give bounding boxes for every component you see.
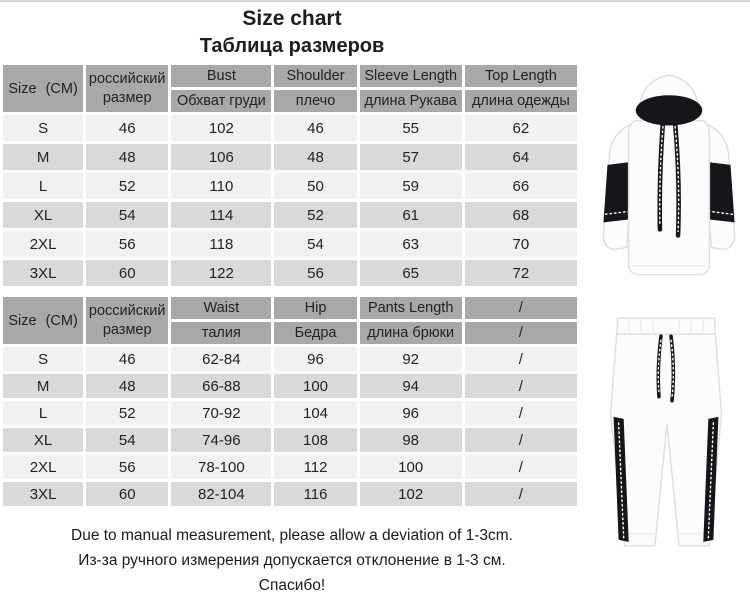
sleeve-stripe-left [603,162,631,223]
hood-lining [636,95,703,125]
bottom-header-slash-en: / [465,297,577,319]
table-cell: 122 [171,260,271,286]
table-row [3,347,577,371]
top-size-table [0,62,580,289]
table-row [3,428,577,452]
table-cell: 46 [86,115,168,141]
table-cell: 54 [86,428,168,452]
table-cell: XL [3,428,83,452]
table-cell: / [465,428,577,452]
table-cell: 72 [465,260,577,286]
table-cell: 2XL [3,455,83,479]
table-cell: 57 [360,144,462,170]
top-header-sleeve-length-en: Sleeve Length [360,65,462,87]
top-table-header [3,65,577,112]
footer-note-ru: Из-за ручного измерения допускается отклонение в 1-3 см. [78,552,506,569]
table-cell: M [3,144,83,170]
table-row [3,482,577,506]
table-row [3,260,577,286]
bottom-table-header [3,297,577,344]
table-cell: / [465,374,577,398]
table-row [3,144,577,170]
top-header-shoulder-en: Shoulder [274,65,356,87]
table-cell: S [3,115,83,141]
table-cell: 104 [274,401,356,425]
bottom-header-waist-en: Waist [171,297,271,319]
hoodie-body [629,120,710,274]
table-cell: 3XL [3,260,83,286]
bottom-header-ru-size: российский размер [86,297,168,344]
table-cell: 70 [465,231,577,257]
top-header-bust-en: Bust [171,65,271,87]
top-header-sleeve-length-ru: длина Рукава [360,90,462,112]
table-cell: 50 [274,173,356,199]
bottom-size-table [0,294,580,509]
sleeve-stripe-right [706,162,734,223]
table-cell: 56 [86,455,168,479]
table-cell: 46 [274,115,356,141]
top-header-bust-ru: Обхват груди [171,90,271,112]
bottom-header-hip-en: Hip [274,297,356,319]
top-header-size-cm: Size (CM) [3,65,83,112]
table-cell: 55 [360,115,462,141]
hoodie-image [588,66,750,300]
table-cell: 108 [274,428,356,452]
table-cell: / [465,482,577,506]
table-row [3,455,577,479]
bottom-table-body [3,347,577,506]
table-cell: 61 [360,202,462,228]
table-cell: 59 [360,173,462,199]
table-cell: 100 [274,374,356,398]
table-cell: 2XL [3,231,83,257]
table-row [3,231,577,257]
table-cell: 3XL [3,482,83,506]
bottom-header-hip-ru: Бедра [274,322,356,344]
table-cell: 48 [274,144,356,170]
footer-notes [0,523,584,598]
table-cell: 56 [86,231,168,257]
bottom-header-size-cm: Size (CM) [3,297,83,344]
table-cell: 60 [86,482,168,506]
table-cell: 52 [86,173,168,199]
top-border-strip [0,0,750,2]
table-row [3,202,577,228]
top-header-ru-size: российский размер [86,65,168,112]
table-cell: 60 [86,260,168,286]
table-row [3,374,577,398]
table-cell: 62 [465,115,577,141]
table-cell: 96 [274,347,356,371]
bottom-header-waist-ru: талия [171,322,271,344]
pants-illustration [600,308,732,560]
top-table-body [3,115,577,286]
page-subtitle: Таблица размеров [199,35,385,57]
table-cell: XL [3,202,83,228]
table-cell: 65 [360,260,462,286]
table-cell: / [465,347,577,371]
bottom-header-slash-ru: / [465,322,577,344]
table-cell: 54 [274,231,356,257]
table-row [3,115,577,141]
hoodie-illustration [588,66,750,300]
table-cell: L [3,401,83,425]
table-cell: 64 [465,144,577,170]
table-cell: 114 [171,202,271,228]
table-cell: 48 [86,144,168,170]
table-cell: S [3,347,83,371]
table-row [3,401,577,425]
table-cell: 52 [86,401,168,425]
table-cell: 70-92 [171,401,271,425]
table-cell: 94 [360,374,462,398]
top-header-top-length-en: Top Length [465,65,577,87]
table-cell: 56 [274,260,356,286]
table-cell: 100 [360,455,462,479]
footer-thanks: Спасибо! [258,577,326,594]
table-cell: / [465,401,577,425]
table-cell: 62-84 [171,347,271,371]
table-cell: 102 [171,115,271,141]
table-cell: 66 [465,173,577,199]
table-cell: 110 [171,173,271,199]
table-cell: / [465,455,577,479]
table-cell: 68 [465,202,577,228]
footer-note-en: Due to manual measurement, please allow a deviation of 1-3cm. [71,527,513,544]
table-cell: 106 [171,144,271,170]
top-header-top-length-ru: длина одежды [465,90,577,112]
table-cell: 48 [86,374,168,398]
pants-image [600,308,732,560]
table-cell: 112 [274,455,356,479]
table-cell: 63 [360,231,462,257]
table-cell: L [3,173,83,199]
table-cell: 116 [274,482,356,506]
bottom-header-pants-length-ru: длина брюки [360,322,462,344]
table-cell: 102 [360,482,462,506]
table-cell: 66-88 [171,374,271,398]
table-cell: 52 [274,202,356,228]
table-cell: 96 [360,401,462,425]
table-cell: 92 [360,347,462,371]
table-cell: 118 [171,231,271,257]
table-cell: 78-100 [171,455,271,479]
table-cell: 74-96 [171,428,271,452]
table-row [3,173,577,199]
table-cell: 98 [360,428,462,452]
bottom-header-pants-length-en: Pants Length [360,297,462,319]
top-header-shoulder-ru: плечо [274,90,356,112]
table-cell: M [3,374,83,398]
page-title: Size chart [242,7,342,30]
table-cell: 46 [86,347,168,371]
pants-waistband [617,318,716,334]
table-cell: 54 [86,202,168,228]
table-cell: 82-104 [171,482,271,506]
